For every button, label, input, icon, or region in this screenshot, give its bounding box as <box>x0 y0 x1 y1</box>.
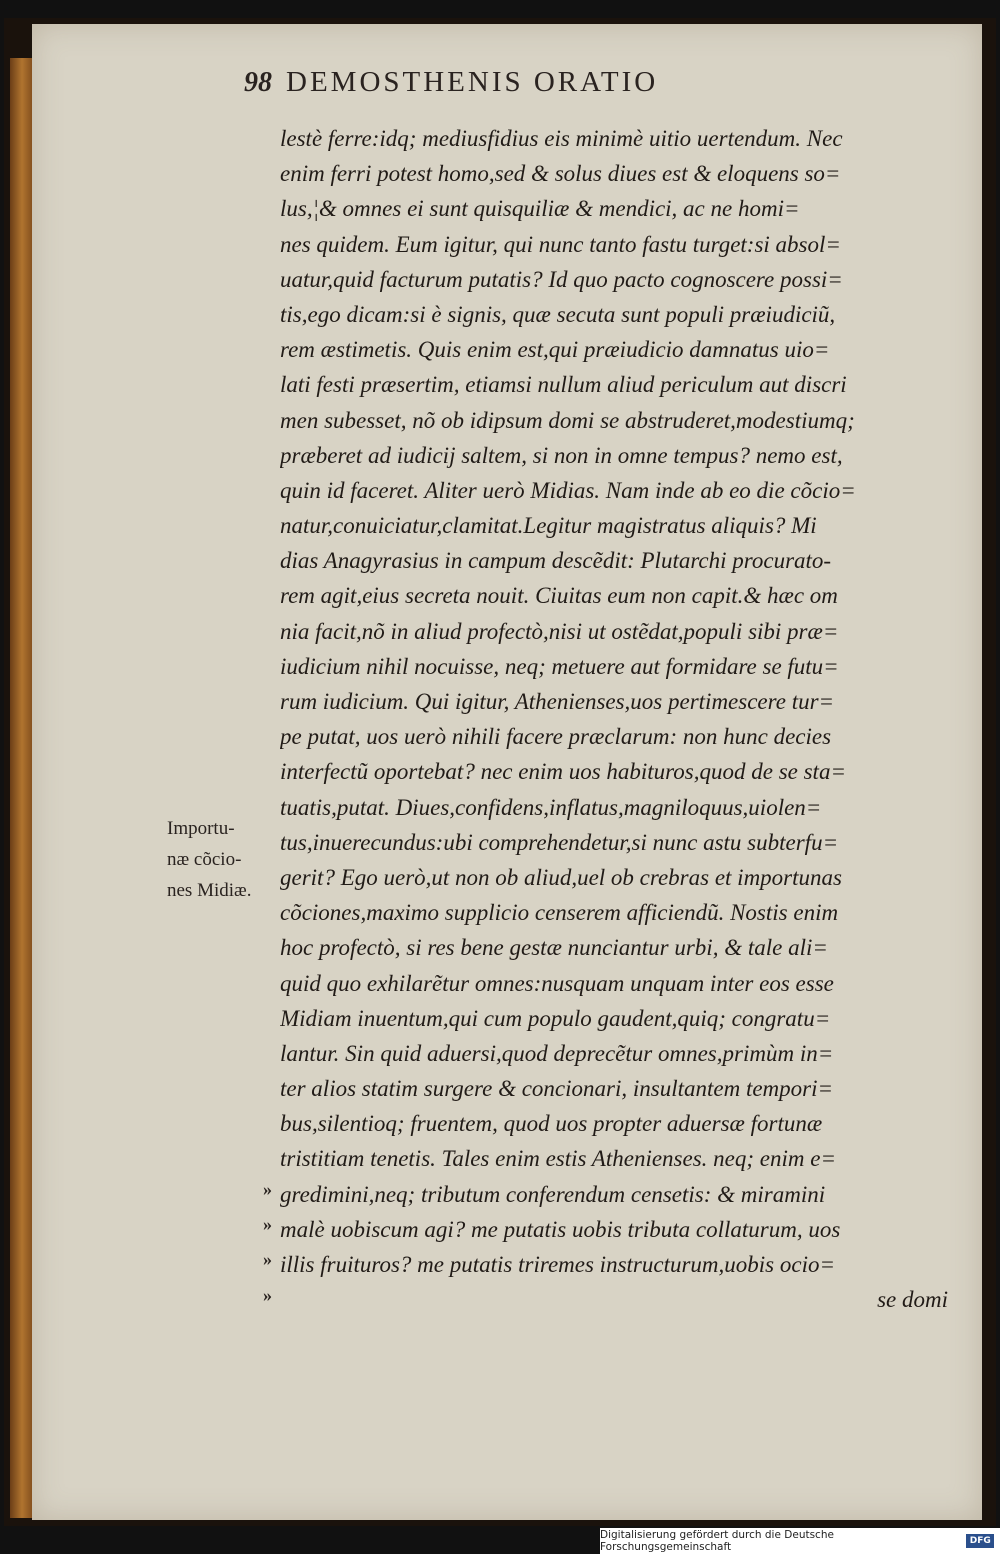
text-line: cõciones,maximo supplicio censerem afficiendũ. Nostis enim <box>280 900 839 926</box>
marginal-note-line: næ cõcio- <box>167 849 242 870</box>
funding-credit: Digitalisierung gefördert durch die Deutsche Forschungsgemeinschaft <box>600 1529 834 1553</box>
text-line: malè uobiscum agi? me putatis uobis tributa collaturum, uos <box>280 1216 841 1242</box>
quote-mark: » <box>263 1284 272 1305</box>
text-line: ter alios statim surgere & concionari, insultantem tempori= <box>280 1076 834 1102</box>
text-line: men subesset, nõ ob idipsum domi se abstruderet,modestiumq; <box>280 407 855 433</box>
text-line: rem agit,eius secreta nouit. Ciuitas eum non capit.& hæc om <box>280 583 838 609</box>
text-line: nia facit,nõ in aliud profectò,nisi ut ostẽdat,populi sibi præ= <box>280 618 839 644</box>
page-number: 98 <box>244 67 272 98</box>
scan-page <box>4 18 996 1526</box>
text-line: lati festi præsertim, etiamsi nullum aliud periculum aut discri <box>280 372 847 398</box>
quote-mark: » <box>263 1249 272 1270</box>
text-line: præberet ad iudicij saltem, si non in omne tempus? nemo est, <box>280 442 843 468</box>
text-line: iudicium nihil nocuisse, neq; metuere aut formidare se futu= <box>280 653 839 679</box>
text-line: quid quo exhilarẽtur omnes:nusquam unquam inter eos esse <box>280 970 834 996</box>
book-spine-edge <box>10 58 34 1518</box>
main-text-block <box>280 121 950 1317</box>
quote-mark: » <box>263 1179 272 1199</box>
marginal-note-line: nes Midiæ. <box>167 880 252 901</box>
dfg-logo: DFG <box>966 1534 994 1548</box>
marginal-note <box>167 813 287 906</box>
text-line: illis fruituros? me putatis triremes instructurum,uobis ocio= <box>280 1252 835 1277</box>
text-line: pe putat, uos uerò nihili facere præclarum: non hunc decies <box>280 724 832 750</box>
text-line: enim ferri potest homo,sed & solus diues est & eloquens so= <box>280 161 841 187</box>
text-line: lestè ferre:idq; mediusfidius eis minimè uitio uertendum. Nec <box>280 126 843 151</box>
text-line: dias Anagyrasius in campum descẽdit: Plutarchi procurato- <box>280 548 832 574</box>
text-line: natur,conuiciatur,clamitat.Legitur magistratus aliquis? Mi <box>280 513 817 539</box>
text-line: tis,ego dicam:si è signis, quæ secuta sunt populi præiudiciũ, <box>280 301 836 327</box>
text-line: uatur,quid facturum putatis? Id quo pacto cognoscere possi= <box>280 266 843 292</box>
running-title: DEMOSTHENIS ORATIO <box>286 66 659 98</box>
page-header <box>244 66 944 116</box>
text-line: nes quidem. Eum igitur, qui nunc tanto fastu turget:si absol= <box>280 231 841 257</box>
text-line: Midiam inuentum,qui cum populo gaudent,quiq; congratu= <box>280 1005 831 1031</box>
digitization-footer <box>600 1528 1000 1554</box>
text-line: tus,inuerecundus:ubi comprehendetur,si nunc astu subterfu= <box>280 829 839 855</box>
catchword-line: se domi <box>877 1287 948 1313</box>
text-line: bus,silentioq; fruentem, quod uos propter aduersæ fortunæ <box>280 1111 823 1137</box>
text-line: gredimini,neq; tributum conferendum censetis: & miramini <box>280 1181 826 1207</box>
text-line: gerit? Ego uerò,ut non ob aliud,uel ob crebras et importunas <box>280 864 842 890</box>
text-line: interfectũ oportebat? nec enim uos habituros,quod de se sta= <box>280 759 846 785</box>
quotation-marks-column <box>263 1172 285 1313</box>
text-line: quin id faceret. Aliter uerò Midias. Nam inde ab eo die cõcio= <box>280 477 856 503</box>
text-line: tristitiam tenetis. Tales enim estis Athenienses. neq; enim e= <box>280 1146 836 1172</box>
text-line: lantur. Sin quid aduersi,quod deprecẽtur omnes,primùm in= <box>280 1040 834 1066</box>
quote-mark: » <box>263 1214 272 1235</box>
text-line: rem æstimetis. Quis enim est,qui præiudicio damnatus uio= <box>280 337 830 363</box>
text-line: rum iudicium. Qui igitur, Athenienses,uos pertimescere tur= <box>280 689 835 714</box>
text-line: hoc profectò, si res bene gestæ nunciantur urbi, & tale ali= <box>280 935 828 961</box>
text-line: lus,¦& omnes ei sunt quisquiliæ & mendici, ac ne homi= <box>280 196 800 222</box>
text-line: tuatis,putat. Diues,confidens,inflatus,magniloquus,uiolen= <box>280 794 822 820</box>
marginal-note-line: Importu- <box>167 818 235 839</box>
